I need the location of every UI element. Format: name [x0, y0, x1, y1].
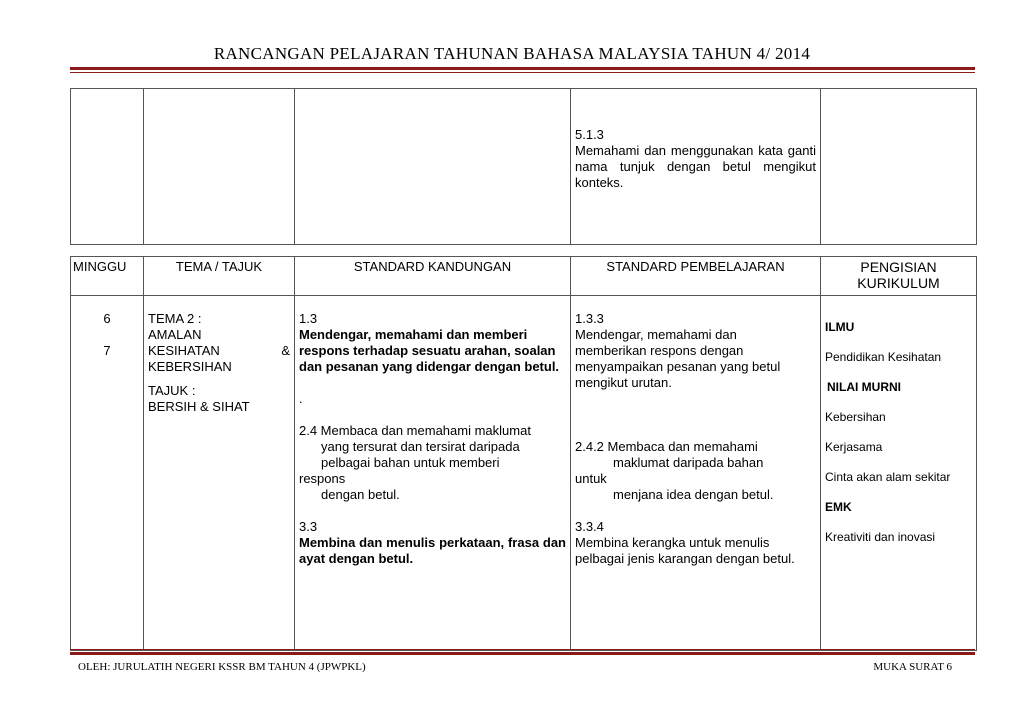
header-tema: TEMA / TAJUK — [144, 257, 295, 296]
cell-minggu — [71, 89, 144, 245]
cell-kurikulum — [821, 89, 977, 245]
p1-text: Mendengar, memahami dan memberikan respons dengan menyampaikan pesanan yang betul mengikut urutan. — [575, 327, 781, 390]
kur-ilmu: ILMU — [825, 320, 855, 334]
kur-pendidikan: Pendidikan Kesihatan — [825, 350, 942, 364]
k2-line2: yang tersurat dan tersirat daripada — [321, 439, 520, 454]
minggu-7: 7 — [103, 343, 111, 358]
k3-text: Membina dan menulis perkataan, frasa dan ayat dengan betul. — [299, 535, 566, 566]
cell-pembelajaran — [571, 89, 821, 245]
tema-line2 — [148, 343, 290, 359]
header-pembelajaran: STANDARD PEMBELAJARAN — [571, 257, 821, 296]
tema-line2a: KESIHATAN — [148, 343, 220, 358]
k1-text: Mendengar, memahami dan memberi respons terhadap sesuatu arahan, soalan dan pesanan yang didengar dengan betul. — [299, 327, 560, 374]
cell-minggu — [71, 296, 144, 651]
tema-label: TEMA 2 : — [148, 311, 202, 326]
header-rule-thin — [70, 72, 975, 73]
p2-line1: 2.4.2 Membaca dan memahami — [575, 439, 758, 454]
kur-kreativiti: Kreativiti dan inovasi — [825, 530, 936, 544]
minggu-6: 6 — [103, 311, 111, 326]
page-title: RANCANGAN PELAJARAN TAHUNAN BAHASA MALAYSIA TAHUN 4/ 2014 — [213, 44, 811, 63]
k1-code: 1.3 — [299, 311, 318, 326]
header-kandungan: STANDARD KANDUNGAN — [295, 257, 571, 296]
tema-line2b: & — [281, 343, 290, 358]
p2-line3: untuk — [575, 471, 607, 486]
cell-pembelajaran — [571, 296, 821, 651]
table-row — [71, 89, 977, 245]
plan-table — [70, 256, 977, 651]
k3-code: 3.3 — [299, 519, 318, 534]
header-kurikulum: PENGISIAN KURIKULUM — [821, 257, 977, 296]
sp-code: 5.1.3 — [575, 127, 604, 142]
tajuk-label: TAJUK : — [148, 383, 196, 398]
k-dot: . — [299, 391, 303, 406]
tajuk-value: BERSIH & SIHAT — [148, 399, 250, 414]
header-minggu: MINGGU — [71, 257, 144, 296]
p2-line2: maklumat daripada bahan — [613, 455, 764, 470]
sp-text: Memahami dan menggunakan kata ganti nama tunjuk dengan betul mengikut konteks. — [575, 143, 816, 190]
k2-line3: pelbagai bahan untuk memberi — [321, 455, 500, 470]
k2-line4: respons — [299, 471, 346, 486]
kur-kerjasama: Kerjasama — [825, 440, 883, 454]
cell-kandungan — [295, 296, 571, 651]
p3-code: 3.3.4 — [575, 519, 604, 534]
p2-line4: menjana idea dengan betul. — [613, 487, 774, 502]
footer-rule-thin — [70, 649, 975, 650]
header-rule-thick — [70, 67, 975, 70]
table-row — [71, 296, 977, 651]
tema-line3: KEBERSIHAN — [148, 359, 232, 374]
kur-nilai: NILAI MURNI — [827, 380, 901, 394]
p1-code: 1.3.3 — [575, 311, 604, 326]
table-header-row — [71, 257, 977, 296]
kur-kebersihan: Kebersihan — [825, 410, 886, 424]
kur-cinta: Cinta akan alam sekitar — [825, 470, 951, 484]
cell-tema — [144, 296, 295, 651]
page-number: MUKA SURAT 6 — [873, 661, 952, 673]
p3-text: Membina kerangka untuk menulis pelbagai jenis karangan dengan betul. — [575, 535, 795, 566]
continuation-table — [70, 88, 977, 245]
k2-line5: dengan betul. — [321, 487, 400, 502]
kur-emk: EMK — [825, 500, 852, 514]
footer-author: OLEH: JURULATIH NEGERI KSSR BM TAHUN 4 (JPWPKL) — [78, 661, 366, 673]
cell-tema — [144, 89, 295, 245]
footer-rule-thick — [70, 652, 975, 655]
cell-kandungan — [295, 89, 571, 245]
k2-line1: 2.4 Membaca dan memahami maklumat — [299, 423, 531, 438]
tema-line1: AMALAN — [148, 327, 202, 342]
cell-kurikulum — [821, 296, 977, 651]
